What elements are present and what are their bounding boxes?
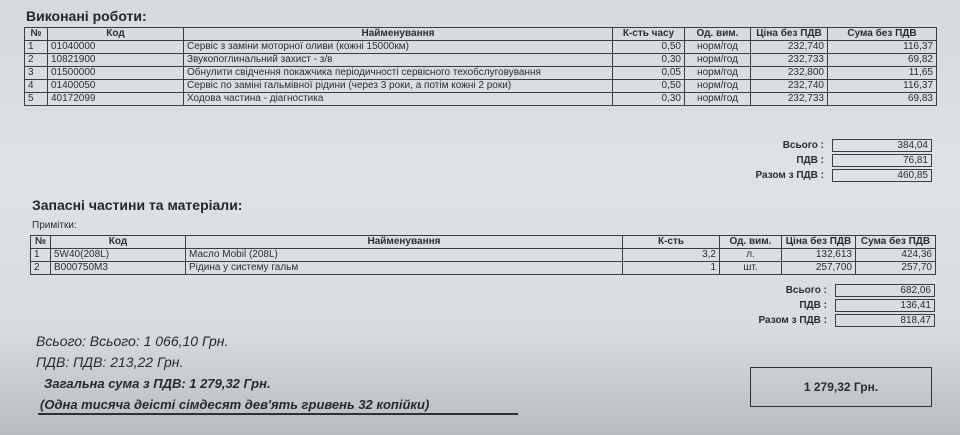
works-row	[25, 93, 937, 106]
header-hours: К-сть часу	[613, 28, 685, 41]
header-code: Код	[51, 236, 186, 249]
grand-total-box	[750, 367, 932, 407]
works-row	[25, 54, 937, 67]
parts-grand-value: 818,47	[835, 314, 935, 327]
works-cell-qty: 0,30	[613, 93, 685, 106]
works-grand-row	[700, 169, 932, 184]
works-cell-name: Сервіс з заміни моторної оливи (кожні 15000км)	[184, 41, 613, 54]
summary-grand-line: Загальна сума з ПДВ: 1 279,32 Грн.	[44, 376, 271, 391]
parts-cell-qty: 1	[623, 262, 720, 275]
works-cell-code: 10821900	[48, 54, 184, 67]
works-cell-price: 232,733	[751, 93, 828, 106]
parts-cell-unit: л.	[720, 249, 782, 262]
works-vat-value: 76,81	[832, 154, 932, 167]
header-name: Найменування	[186, 236, 623, 249]
works-cell-name: Звукопоглинальний захист - з/в	[184, 54, 613, 67]
works-cell-unit: норм/год	[685, 80, 751, 93]
works-row	[25, 80, 937, 93]
header-price: Ціна без ПДВ	[751, 28, 828, 41]
parts-cell-number: 1	[31, 249, 51, 262]
header-number: №	[25, 28, 48, 41]
works-vat-label: ПДВ :	[796, 155, 824, 166]
parts-total-value: 682,06	[835, 284, 935, 297]
works-section-title: Виконані роботи:	[26, 8, 147, 24]
header-unit: Од. вим.	[720, 236, 782, 249]
parts-table	[30, 235, 936, 275]
header-code: Код	[48, 28, 184, 41]
parts-cell-code: B000750M3	[51, 262, 186, 275]
works-grand-value: 460,85	[832, 169, 932, 182]
parts-cell-sum: 257,70	[856, 262, 936, 275]
works-row	[25, 67, 937, 80]
parts-total-label: Всього :	[785, 285, 827, 296]
header-name: Найменування	[184, 28, 613, 41]
summary-words-line: (Одна тисяча деісті сімдесят дев'ять гривень 32 копійки)	[40, 397, 430, 412]
parts-vat-value: 136,41	[835, 299, 935, 312]
parts-totals	[700, 284, 935, 329]
summary-underline	[38, 413, 518, 415]
header-sum: Сума без ПДВ	[828, 28, 937, 41]
parts-cell-unit: шт.	[720, 262, 782, 275]
parts-vat-row	[700, 299, 935, 314]
works-cell-number: 2	[25, 54, 48, 67]
grand-total-box-value: 1 279,32 Грн.	[803, 380, 879, 394]
header-number: №	[31, 236, 51, 249]
parts-total-row	[700, 284, 935, 299]
parts-notes-label: Примітки:	[32, 220, 77, 231]
works-cell-code: 01500000	[48, 67, 184, 80]
works-cell-name: Сервіс по заміні гальмівної рідини (через 3 роки, а потім кожні 2 роки)	[184, 80, 613, 93]
parts-cell-price: 257,700	[782, 262, 856, 275]
header-price: Ціна без ПДВ	[782, 236, 856, 249]
works-total-row	[700, 139, 932, 154]
works-totals	[700, 139, 932, 184]
works-cell-sum: 11,65	[828, 67, 937, 80]
works-cell-sum: 116,37	[828, 41, 937, 54]
works-cell-name: Ходова частина - діагностика	[184, 93, 613, 106]
header-unit: Од. вим.	[685, 28, 751, 41]
works-cell-number: 1	[25, 41, 48, 54]
works-cell-qty: 0,50	[613, 80, 685, 93]
works-cell-number: 3	[25, 67, 48, 80]
parts-vat-label: ПДВ :	[799, 300, 827, 311]
works-vat-row	[700, 154, 932, 169]
works-cell-price: 232,740	[751, 80, 828, 93]
works-cell-qty: 0,30	[613, 54, 685, 67]
works-cell-code: 40172099	[48, 93, 184, 106]
works-cell-sum: 69,82	[828, 54, 937, 67]
works-grand-label: Разом з ПДВ :	[755, 170, 824, 181]
works-cell-number: 5	[25, 93, 48, 106]
works-cell-name: Обнулити свідчення покажчика періодичності сервісного техобслуговування	[184, 67, 613, 80]
works-cell-unit: норм/год	[685, 67, 751, 80]
parts-cell-qty: 3,2	[623, 249, 720, 262]
header-quantity: К-сть	[623, 236, 720, 249]
works-cell-code: 01040000	[48, 41, 184, 54]
works-cell-sum: 116,37	[828, 80, 937, 93]
works-table	[24, 27, 937, 106]
parts-cell-sum: 424,36	[856, 249, 936, 262]
parts-cell-code: 5W40(208L)	[51, 249, 186, 262]
parts-section-title: Запасні частини та матеріали:	[32, 197, 243, 213]
parts-header-row	[31, 236, 936, 249]
parts-grand-label: Разом з ПДВ :	[758, 315, 827, 326]
works-cell-qty: 0,50	[613, 41, 685, 54]
works-total-value: 384,04	[832, 139, 932, 152]
works-cell-price: 232,800	[751, 67, 828, 80]
parts-row	[31, 262, 936, 275]
works-total-label: Всього :	[782, 140, 824, 151]
works-cell-unit: норм/год	[685, 93, 751, 106]
parts-cell-number: 2	[31, 262, 51, 275]
works-cell-code: 01400050	[48, 80, 184, 93]
summary-total-line: Всього: Всього: 1 066,10 Грн.	[36, 333, 229, 349]
works-header-row	[25, 28, 937, 41]
header-sum: Сума без ПДВ	[856, 236, 936, 249]
works-cell-sum: 69,83	[828, 93, 937, 106]
works-cell-number: 4	[25, 80, 48, 93]
works-cell-qty: 0,05	[613, 67, 685, 80]
parts-cell-name: Масло Mobil (208L)	[186, 249, 623, 262]
works-cell-price: 232,733	[751, 54, 828, 67]
parts-cell-name: Рідина у систему гальм	[186, 262, 623, 275]
parts-grand-row	[700, 314, 935, 329]
works-cell-unit: норм/год	[685, 41, 751, 54]
works-cell-price: 232,740	[751, 41, 828, 54]
parts-cell-price: 132,613	[782, 249, 856, 262]
summary-vat-line: ПДВ: ПДВ: 213,22 Грн.	[36, 354, 184, 370]
works-cell-unit: норм/год	[685, 54, 751, 67]
parts-row	[31, 249, 936, 262]
works-row	[25, 41, 937, 54]
